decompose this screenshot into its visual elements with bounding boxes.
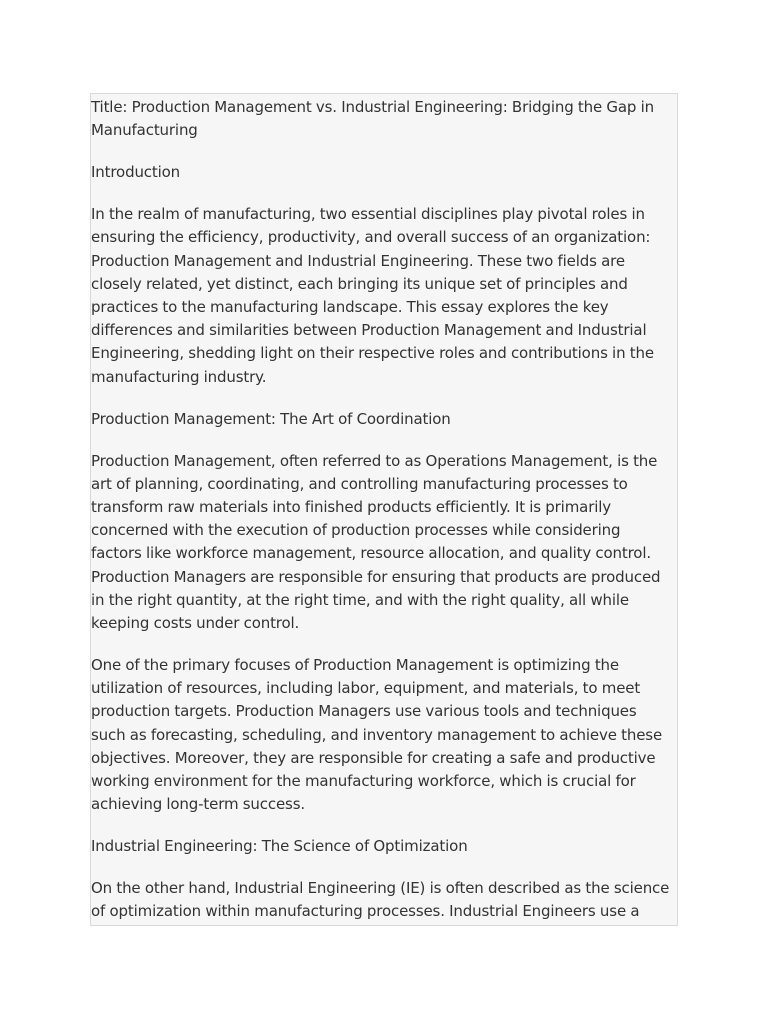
section-heading-industrial-engineering: Industrial Engineering: The Science of Optimization: [91, 837, 468, 856]
paragraph-introduction: In the realm of manufacturing, two essential disciplines play pivotal roles in ensuring the efficiency, productivity, and overall success of an organization: Production Management and Industrial Engineering. These two fields are closely related, yet distinct, each bringing its unique set of principles and practices to the manufacturing landscape. This essay explores the key differences and similarities between Production Management and Industrial Engineering, shedding light on their respective roles and contributions in the manufacturing industry.: [91, 205, 654, 386]
paragraph-industrial-engineering-1: On the other hand, Industrial Engineering (IE) is often described as the science of optimization within manufacturing processes. Industrial Engineers use a: [91, 879, 670, 921]
section-heading-introduction: Introduction: [91, 163, 181, 182]
document-page: [90, 93, 678, 926]
paragraph-production-management-1: Production Management, often referred to as Operations Management, is the art of planning, coordinating, and controlling manufacturing processes to transform raw materials into finished products efficiently. It is primarily concerned with the execution of production processes while considering factors like workforce management, resource allocation, and quality control. Production Managers are responsible for ensuring that products are produced in the right quantity, at the right time, and with the right quality, all while keeping costs under control.: [91, 451, 661, 633]
section-heading-production-management: Production Management: The Art of Coordination: [91, 409, 451, 428]
paragraph-production-management-2: One of the primary focuses of Production Management is optimizing the utilization of resources, including labor, equipment, and materials, to meet production targets. Production Managers use various tools and techniques such as forecasting, scheduling, and inventory management to achieve these objectives. Moreover, they are responsible for creating a safe and productive working environment for the manufacturing workforce, which is crucial for achieving long-term success.: [91, 656, 663, 814]
document-title: Title: Production Management vs. Industrial Engineering: Bridging the Gap in Manufacturing: [91, 98, 654, 140]
